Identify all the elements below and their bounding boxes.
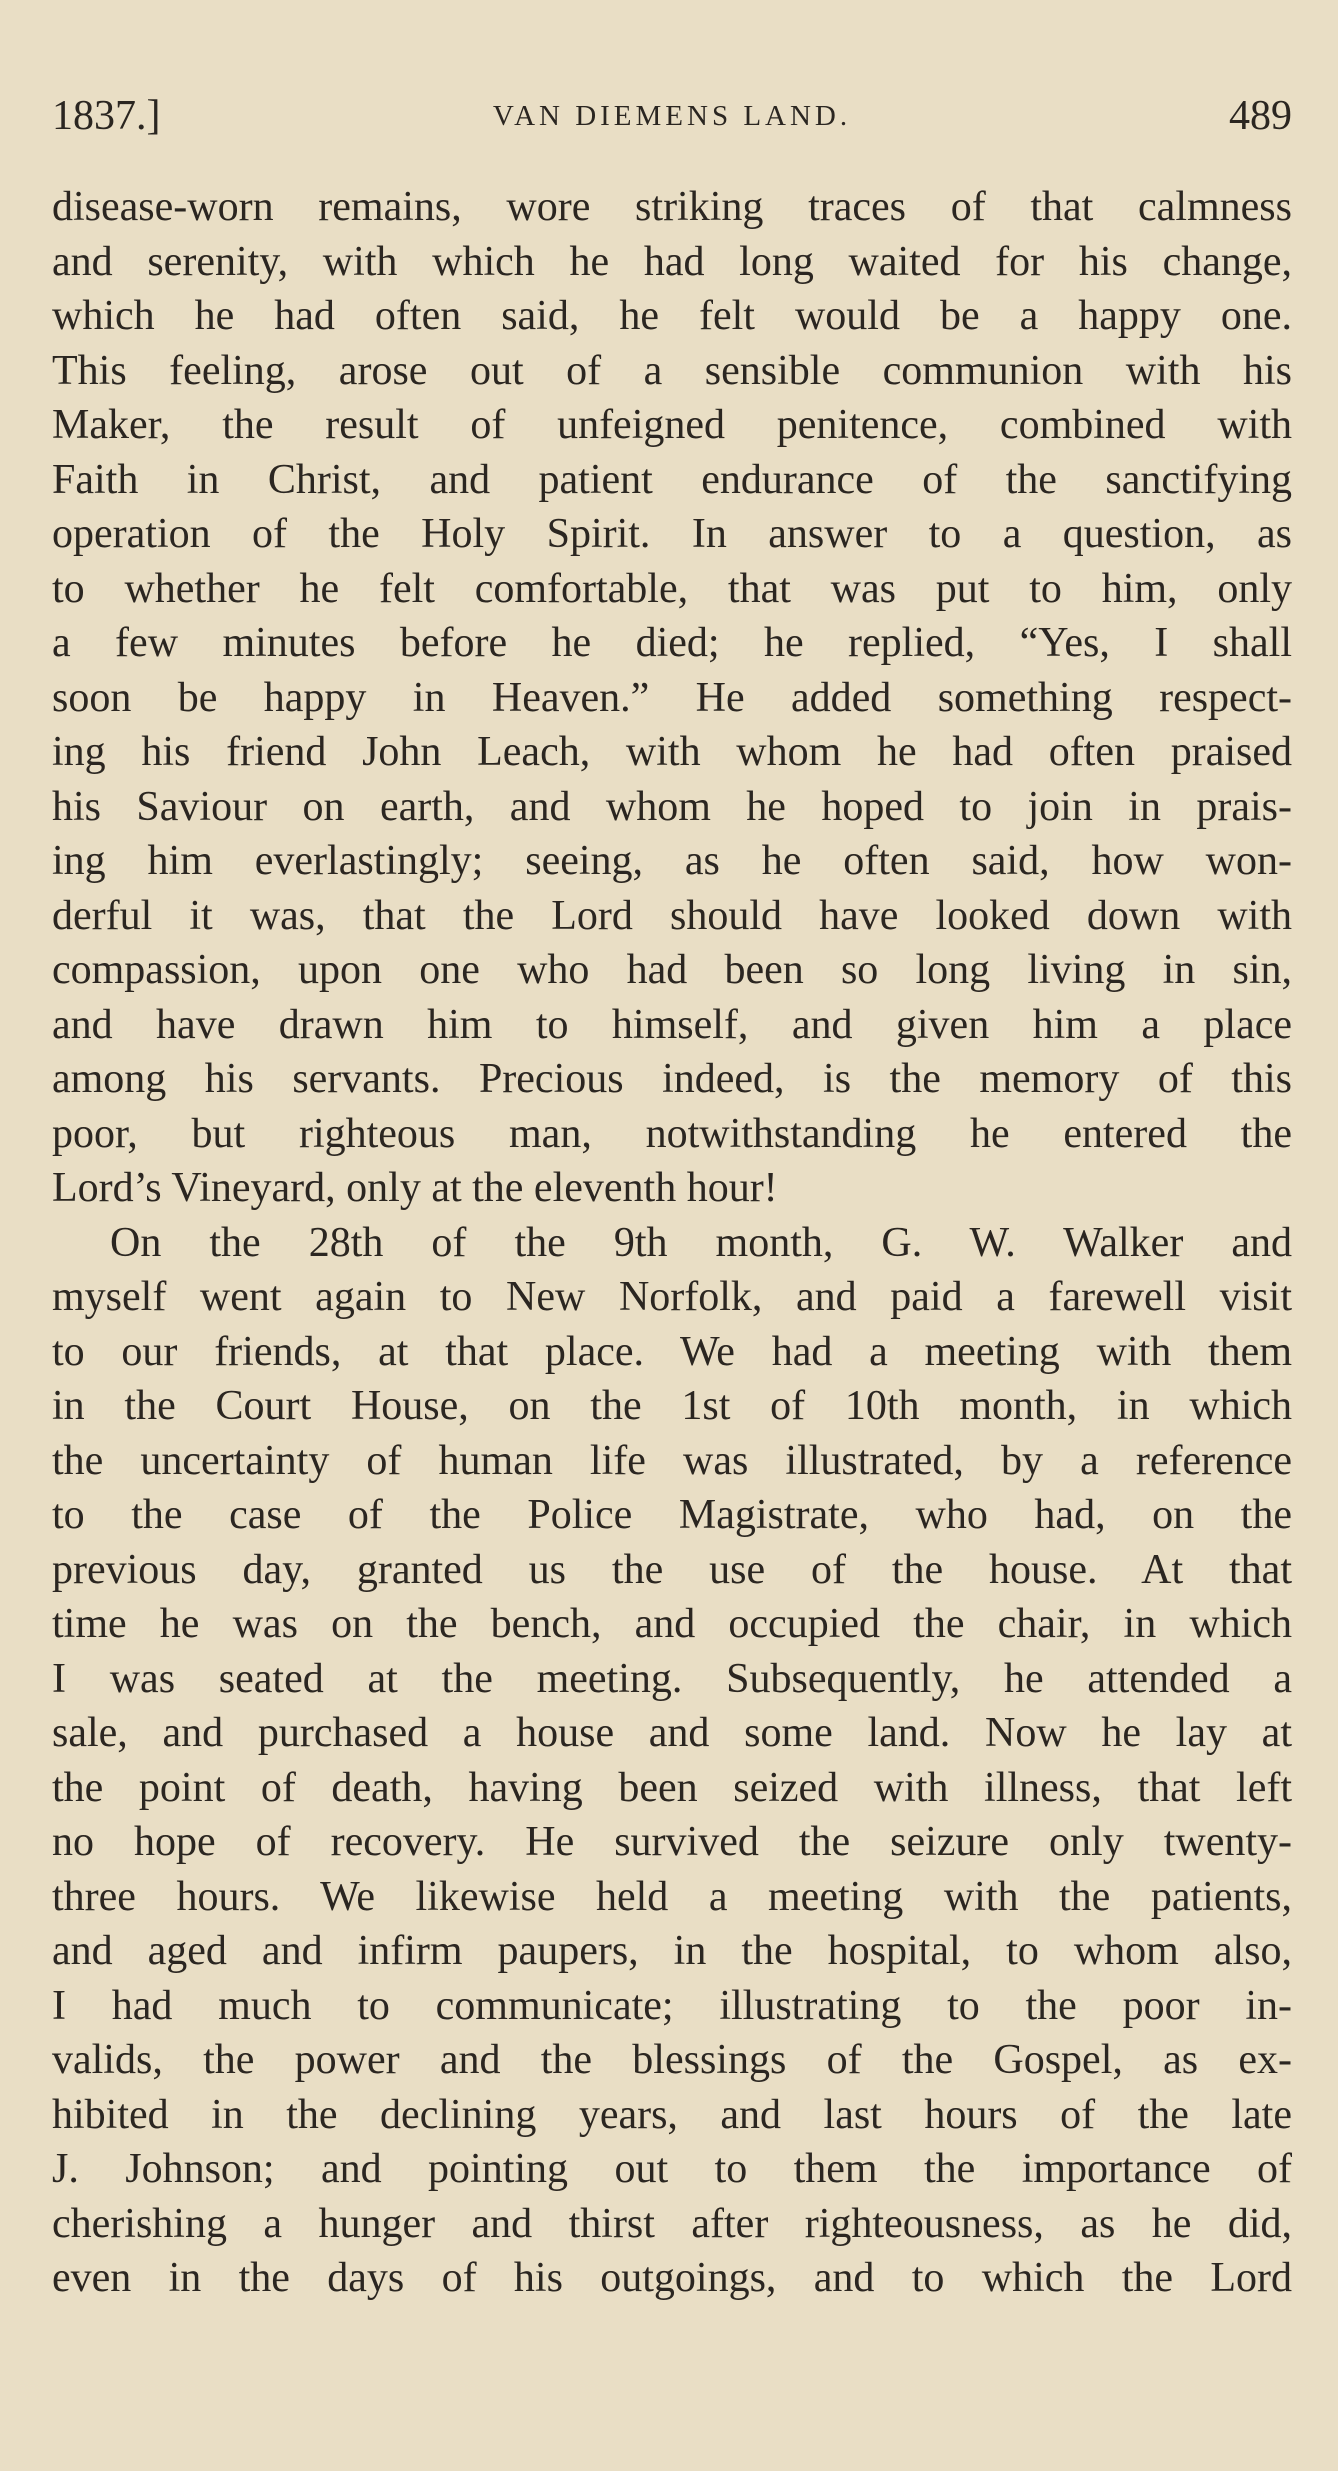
- text-line: no hope of recovery. He survived the seizure only twenty-: [52, 1819, 1292, 1865]
- text-line: ing him everlastingly; seeing, as he often said, how won-: [52, 838, 1292, 884]
- text-line: Maker, the result of unfeigned penitence, combined with: [52, 402, 1292, 448]
- text-line: myself went again to New Norfolk, and paid a farewell visit: [52, 1274, 1292, 1320]
- text-line: Faith in Christ, and patient endurance of the sanctifying: [52, 456, 1292, 503]
- text-line: Lord’s Vineyard, only at the eleventh hour!: [52, 1165, 778, 1211]
- text-line: in the Court House, on the 1st of 10th month, in which: [52, 1383, 1292, 1429]
- text-line: among his servants. Precious indeed, is the memory of this: [52, 1056, 1292, 1102]
- text-line: previous day, granted us the use of the house. At that: [52, 1546, 1292, 1593]
- text-line: valids, the power and the blessings of the Gospel, as ex-: [52, 2037, 1292, 2083]
- text-line: even in the days of his outgoings, and to which the Lord: [52, 2255, 1292, 2301]
- text-line: cherishing a hunger and thirst after righteousness, as he did,: [52, 2200, 1292, 2247]
- text-line: operation of the Holy Spirit. In answer to a question, as: [52, 511, 1292, 557]
- page-number: 489: [1229, 93, 1292, 139]
- text-line: I was seated at the meeting. Subsequently, he attended a: [52, 1655, 1292, 1702]
- text-line: and have drawn him to himself, and given him a place: [52, 1001, 1292, 1048]
- text-line: to our friends, at that place. We had a meeting with them: [52, 1328, 1292, 1375]
- text-line: to whether he felt comfortable, that was put to him, only: [52, 565, 1292, 612]
- text-line: disease-worn remains, wore striking traces of that calmness: [52, 184, 1292, 230]
- text-line: This feeling, arose out of a sensible communion with his: [52, 347, 1292, 394]
- text-line: derful it was, that the Lord should have looked down with: [52, 892, 1292, 939]
- text-line: his Saviour on earth, and whom he hoped to join in prais-: [52, 783, 1292, 830]
- text-line: a few minutes before he died; he replied, “Yes, I shall: [52, 620, 1292, 666]
- paragraph-start-line: On the 28th of the 9th month, G. W. Walker and: [110, 1219, 1292, 1266]
- text-line: hibited in the declining years, and last hours of the late: [52, 2091, 1292, 2138]
- text-line: ing his friend John Leach, with whom he had often praised: [52, 729, 1292, 775]
- text-line: I had much to communicate; illustrating to the poor in-: [52, 1982, 1292, 2029]
- body-text: [52, 180, 1292, 2306]
- text-line: the uncertainty of human life was illustrated, by a reference: [52, 1437, 1292, 1484]
- text-line: which he had often said, he felt would be a happy one.: [52, 293, 1292, 339]
- text-line: time he was on the bench, and occupied the chair, in which: [52, 1601, 1292, 1647]
- text-line: the point of death, having been seized with illness, that left: [52, 1764, 1292, 1811]
- text-line: three hours. We likewise held a meeting with the patients,: [52, 1873, 1292, 1920]
- text-line: soon be happy in Heaven.” He added something respect-: [52, 674, 1292, 721]
- text-line: to the case of the Police Magistrate, who had, on the: [52, 1492, 1292, 1538]
- text-line: J. Johnson; and pointing out to them the importance of: [52, 2146, 1292, 2192]
- text-line: compassion, upon one who had been so long living in sin,: [52, 947, 1292, 993]
- text-line: sale, and purchased a house and some land. Now he lay at: [52, 1710, 1292, 1756]
- text-line: and aged and infirm paupers, in the hospital, to whom also,: [52, 1928, 1292, 1974]
- running-head: [52, 92, 1292, 144]
- text-line: and serenity, with which he had long waited for his change,: [52, 238, 1292, 285]
- text-line: poor, but righteous man, notwithstanding he entered the: [52, 1110, 1292, 1157]
- running-head-year: 1837.]: [52, 93, 161, 139]
- running-head-title: VAN DIEMENS LAND.: [492, 100, 852, 132]
